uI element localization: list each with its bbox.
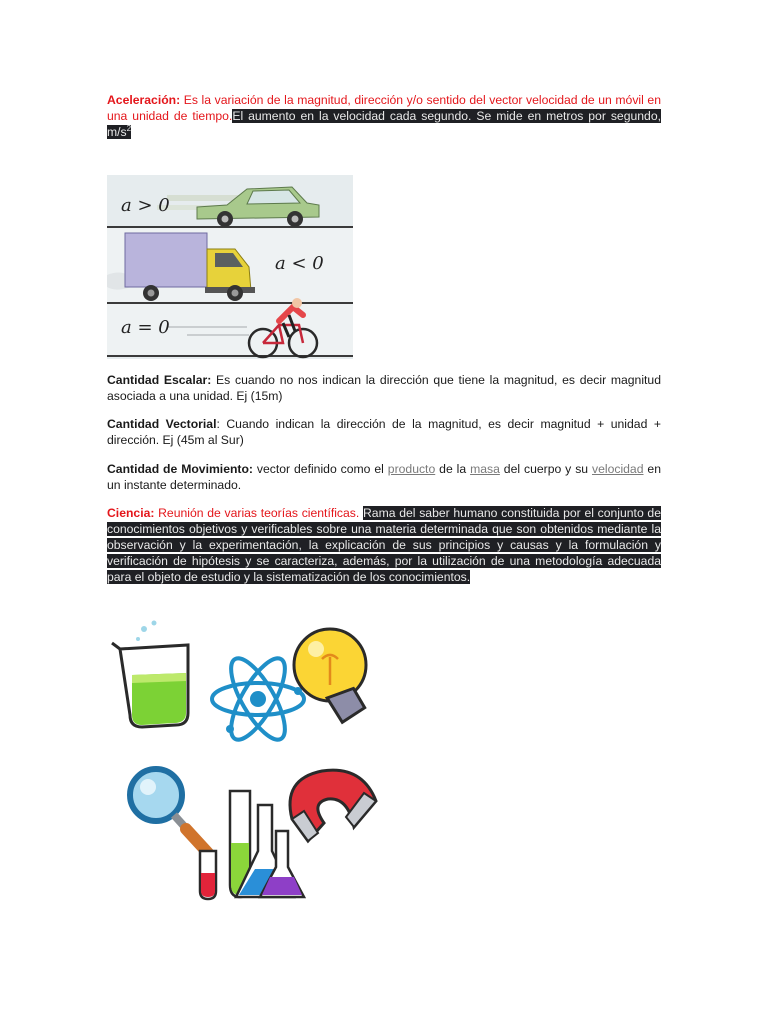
label-a-positive: a > 0	[121, 195, 170, 216]
acceleration-labels	[107, 175, 353, 359]
label-a-negative: a < 0	[275, 253, 324, 274]
ciencia-definition: Ciencia: Reunión de varias teorías científicas.	[107, 506, 360, 520]
light-bulb-icon	[294, 629, 367, 724]
producto-link[interactable]: producto	[387, 462, 436, 476]
flasks-icon	[200, 791, 304, 899]
masa-link[interactable]: masa	[470, 462, 500, 476]
aceleracion-paragraph	[107, 92, 661, 140]
beaker-icon	[112, 621, 188, 728]
science-illustration	[108, 615, 390, 905]
magnet-icon	[290, 770, 376, 841]
ciencia-highlight: Rama del saber humano constituida por el conjunto de conocimientos objetivos y verificables sobre una materia determinada que son obtenidos mediante la observación y la experimentación, la explicación de sus principios y causas y la formulación y verificación de hipótesis y se caracteriza, además, por la utilización de una metodología adecuada para el objeto de estudio y la sistematización de los conocimientos.	[107, 506, 661, 584]
aceleracion-term: Aceleración:	[107, 93, 181, 107]
escalar-term: Cantidad Escalar:	[107, 373, 212, 387]
vectorial-paragraph: Cantidad Vectorial: Cuando indican la dirección de la magnitud, es decir magnitud + unidad + dirección. Ej (45m al Sur)	[107, 417, 661, 447]
movimiento-term: Cantidad de Movimiento:	[107, 462, 253, 476]
ciencia-term: Ciencia:	[107, 506, 155, 520]
vectorial-term: Cantidad Vectorial	[107, 417, 217, 431]
aceleracion-definition: Aceleración: Es la variación de la magnitud, dirección y/o sentido del vector velocidad de un móvil en una unidad de tiempo.	[107, 93, 661, 123]
exponent: 2	[126, 123, 132, 133]
aceleracion-highlight: El aumento en la velocidad cada segundo. Se mide en metros por segundo, $m/s^2$	[107, 109, 661, 139]
magnifying-glass-icon	[130, 769, 208, 853]
escalar-paragraph: Cantidad Escalar: Es cuando no nos indican la dirección que tiene la magnitud, es decir magnitud asociada a una unidad. Ej (15m)	[107, 373, 661, 403]
label-a-zero: a = 0	[121, 317, 170, 338]
atom-icon	[212, 651, 304, 747]
movimiento-paragraph: Cantidad de Movimiento: vector definido como el producto de la masa del cuerpo y su velocidad en un instante determinado.	[107, 462, 661, 492]
velocidad-link[interactable]: velocidad	[592, 462, 644, 476]
ciencia-paragraph	[107, 505, 661, 585]
